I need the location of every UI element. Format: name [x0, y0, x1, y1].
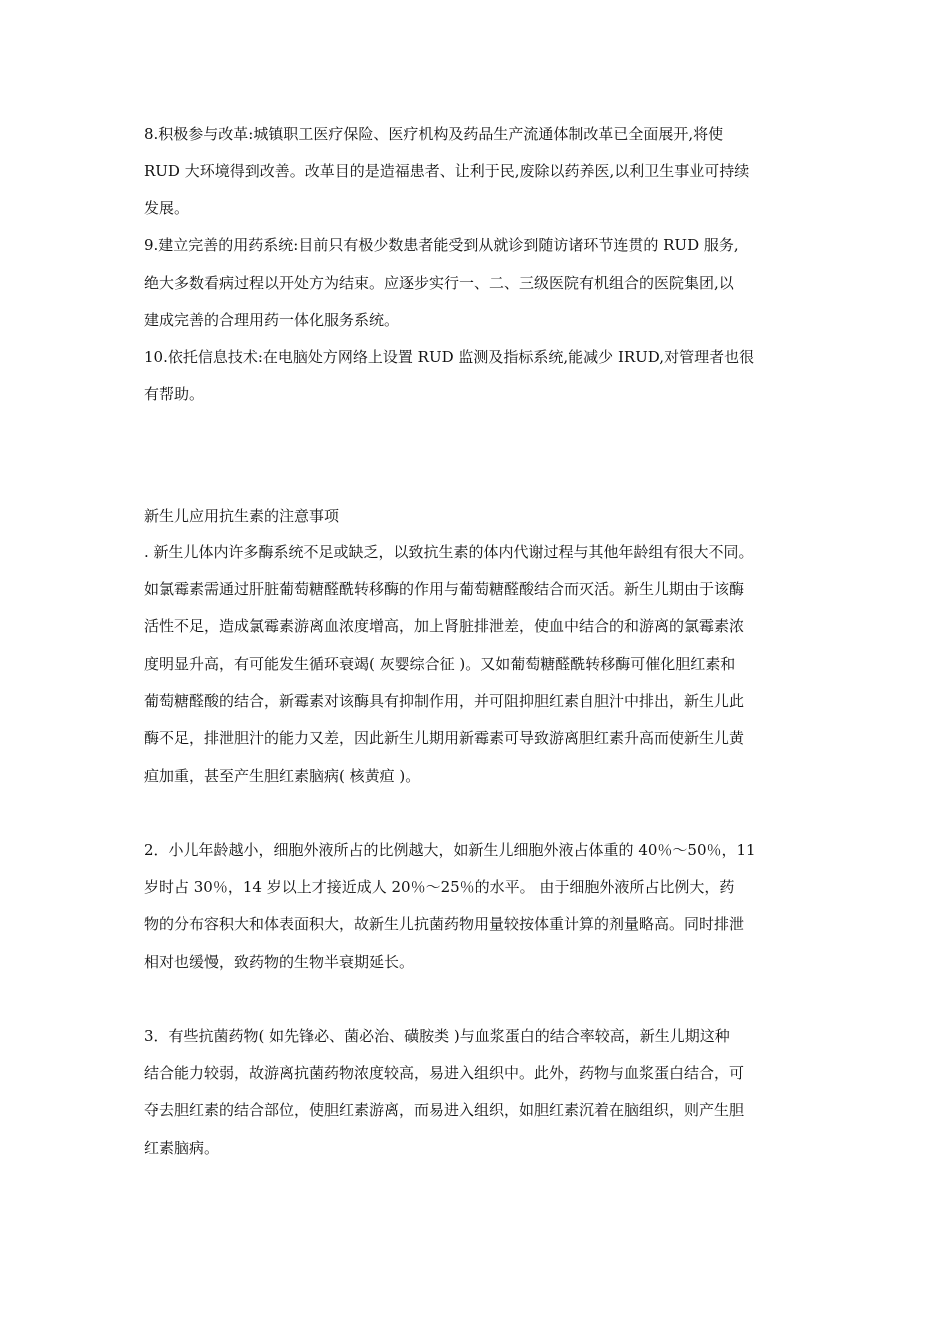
paragraph-3-line: 3．有些抗菌药物( 如先锋必、菌必治、磺胺类 )与血浆蛋白的结合率较高，新生儿期这种: [144, 1027, 730, 1045]
section-title: 新生儿应用抗生素的注意事项: [144, 507, 340, 525]
text-line: 9.建立完善的用药系统:目前只有极少数患者能受到从就诊到随访诸环节连贯的 RUD 服务,: [144, 236, 739, 254]
paragraph-3-line: 红素脑病。: [144, 1139, 220, 1157]
text-line: 发展。: [144, 199, 190, 217]
paragraph-1-line: 度明显升高，有可能发生循环衰竭( 灰婴综合征 )。又如葡萄糖醛酰转移酶可催化胆红素和: [144, 655, 736, 673]
text-line: RUD 大环境得到改善。改革目的是造福患者、让利于民,废除以药养医,以利卫生事业可持续: [144, 162, 750, 180]
paragraph-1-line: 如氯霉素需通过肝脏葡萄糖醛酰转移酶的作用与葡萄糖醛酸结合而灭活。新生儿期由于该酶: [144, 580, 745, 598]
paragraph-3-line: 结合能力较弱，故游离抗菌药物浓度较高，易进入组织中。此外，药物与血浆蛋白结合，可: [144, 1064, 745, 1082]
paragraph-2-line: 相对也缓慢，致药物的生物半衰期延长。: [144, 953, 415, 971]
paragraph-1-line: . 新生儿体内许多酶系统不足或缺乏，以致抗生素的体内代谢过程与其他年龄组有很大不同。: [144, 543, 754, 561]
paragraph-1-line: 活性不足，造成氯霉素游离血浓度增高，加上肾脏排泄差，使血中结合的和游离的氯霉素浓: [144, 617, 745, 635]
paragraph-3-line: 夺去胆红素的结合部位，使胆红素游离，而易进入组织，如胆红素沉着在脑组织，则产生胆: [144, 1101, 745, 1119]
text-line: 有帮助。: [144, 385, 205, 403]
paragraph-2-line: 物的分布容积大和体表面积大，故新生儿抗菌药物用量较按体重计算的剂量略高。同时排泄: [144, 915, 745, 933]
paragraph-1-line: 葡萄糖醛酸的结合，新霉素对该酶具有抑制作用，并可阻抑胆红素自胆汁中排出，新生儿此: [144, 692, 745, 710]
paragraph-1-line: 酶不足，排泄胆汁的能力又差，因此新生儿期用新霉素可导致游离胆红素升高而使新生儿黄: [144, 729, 745, 747]
text-line: 建成完善的合理用药一体化服务系统。: [144, 311, 400, 329]
paragraph-1-line: 疸加重，甚至产生胆红素脑病( 核黄疸 )。: [144, 767, 421, 785]
paragraph-2-line: 岁时占 30％，14 岁以上才接近成人 20％～25％的水平。 由于细胞外液所占比例大，药: [144, 878, 735, 896]
paragraph-2-line: 2．小儿年龄越小，细胞外液所占的比例越大，如新生儿细胞外液占体重的 40％～50％，11: [144, 841, 756, 859]
text-line: 绝大多数看病过程以开处方为结束。应逐步实行一、二、三级医院有机组合的医院集团,以: [144, 274, 734, 292]
text-line: 8.积极参与改革:城镇职工医疗保险、医疗机构及药品生产流通体制改革已全面展开,将使: [144, 125, 724, 143]
text-line: 10.依托信息技术:在电脑处方网络上设置 RUD 监测及指标系统,能减少 IRUD,对管理者也很: [144, 348, 755, 366]
